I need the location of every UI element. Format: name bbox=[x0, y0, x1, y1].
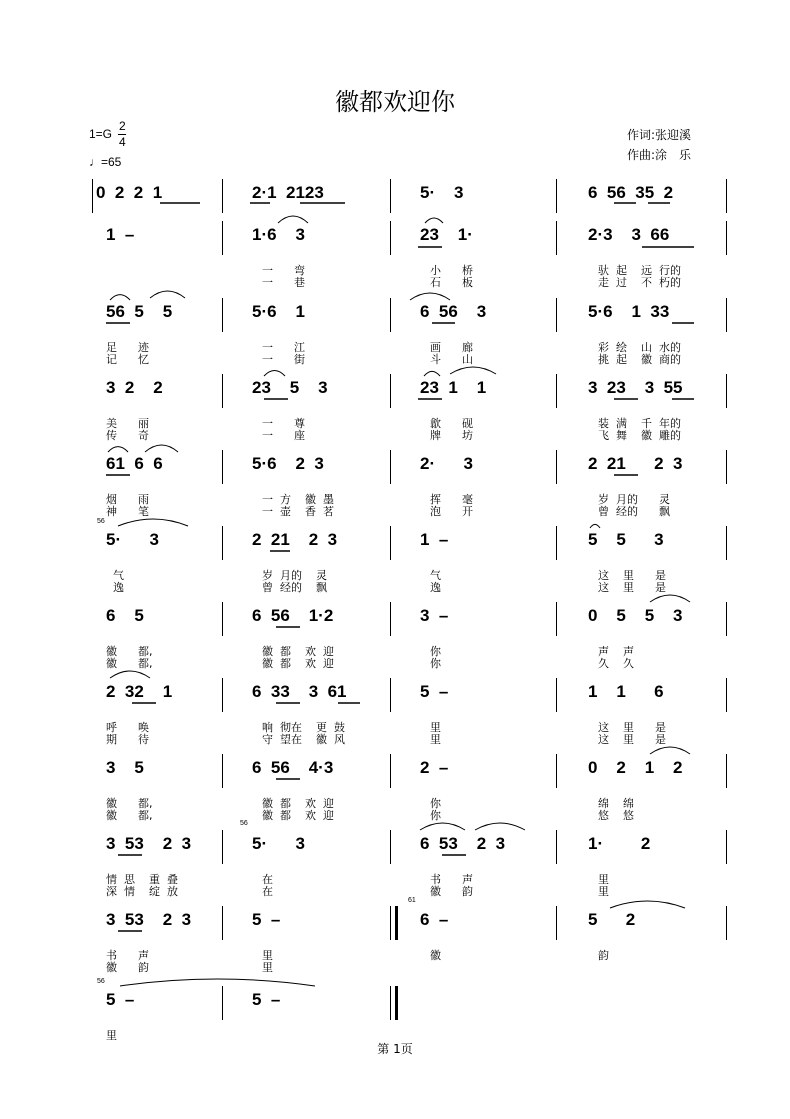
measure-notes: 5·6 2 3 bbox=[252, 454, 324, 473]
time-top: 2 bbox=[119, 119, 126, 133]
measure-notes: 5· 3 bbox=[420, 183, 464, 202]
measure-notes: 5 – bbox=[420, 682, 449, 701]
measure-notes: 1 1 6 bbox=[588, 682, 664, 701]
lyric-verse-1: 响 彻在 更 鼓 bbox=[262, 721, 345, 734]
measure-notes: 2 21 2 3 bbox=[252, 530, 338, 549]
slur bbox=[425, 218, 443, 223]
lyric-verse-2: 走 过 不 朽的 bbox=[598, 276, 681, 289]
measure-notes: 3 – bbox=[420, 606, 449, 625]
measure-notes: 2· 3 bbox=[420, 454, 473, 473]
slur bbox=[475, 823, 525, 830]
lyric-verse-1: 小 桥 bbox=[430, 264, 473, 277]
lyric-verse-1: 里 bbox=[430, 721, 441, 734]
lyric-verse-2: 徽 都 欢 迎 bbox=[262, 657, 334, 670]
lyric-verse-1: 岁 月的 灵 bbox=[598, 493, 670, 506]
slur bbox=[118, 519, 188, 526]
lyric-verse-2: 曾 经的 飘 bbox=[262, 581, 327, 594]
lyric-verse-1: 声 声 bbox=[598, 645, 634, 658]
lyric-verse-2: 期 待 bbox=[106, 733, 149, 746]
lyric-verse-1: 一 弯 bbox=[262, 264, 305, 277]
lyric-verse-1: 徽 bbox=[430, 949, 441, 962]
lyric-verse-2: 徽 韵 bbox=[106, 961, 149, 974]
slur bbox=[410, 293, 450, 300]
lyricist: 作词:张迎溪 bbox=[627, 128, 692, 142]
measure-notes: 5·6 1 33 bbox=[588, 302, 670, 321]
measure-notes: 2·3 3 66 bbox=[588, 225, 670, 244]
lyric-verse-1: 彩 绘 山 水的 bbox=[598, 341, 681, 354]
lyric-verse-1: 挥 毫 bbox=[430, 493, 473, 506]
measure-notes: 3 5 bbox=[106, 758, 144, 777]
lyric-verse-1: 画 廊 bbox=[430, 341, 473, 354]
measure-notes: 1 – bbox=[106, 225, 135, 244]
lyric-verse-1: 气 bbox=[430, 569, 441, 582]
lyric-verse-2: 一 壶 香 茗 bbox=[262, 505, 334, 518]
measure-notes: 5· 3 bbox=[106, 530, 159, 549]
measure-notes: 0 2 1 2 bbox=[588, 758, 683, 777]
lyric-verse-1: 徽 都, bbox=[106, 645, 153, 658]
measure-notes: 2 – bbox=[420, 758, 449, 777]
key-label: 1=G bbox=[89, 126, 113, 141]
slur bbox=[110, 671, 150, 678]
measure-notes: 5 5 3 bbox=[588, 530, 664, 549]
measure-notes: 23 1 1 bbox=[420, 378, 487, 397]
measure-notes: 5 2 bbox=[588, 910, 636, 929]
measure-notes: 6 56 4·3 bbox=[252, 758, 334, 777]
quarter-note-icon: ♩ bbox=[89, 155, 101, 169]
slur bbox=[450, 367, 496, 374]
measure-notes: 6 56 35 2 bbox=[588, 183, 674, 202]
lyric-verse-1: 情 思 重 叠 bbox=[106, 873, 178, 886]
lyric-verse-1: 你 bbox=[430, 645, 441, 658]
lyric-verse-2: 逸 bbox=[106, 581, 124, 594]
lyric-verse-2: 泡 开 bbox=[430, 505, 473, 518]
slur bbox=[150, 291, 185, 298]
lyric-verse-1: 美 丽 bbox=[106, 417, 149, 430]
slur bbox=[278, 216, 308, 223]
lyric-verse-1: 歙 砚 bbox=[430, 417, 473, 430]
slur bbox=[264, 371, 285, 377]
slur bbox=[110, 295, 130, 300]
lyric-verse-2: 徽 都, bbox=[106, 657, 153, 670]
lyric-verse-1: 这 里 是 bbox=[598, 721, 666, 734]
grace-note: 56 bbox=[240, 820, 248, 827]
lyric-verse-1: 徽 都 欢 迎 bbox=[262, 645, 334, 658]
lyric-verse-2: 悠 悠 bbox=[598, 809, 634, 822]
slur bbox=[650, 595, 690, 602]
measure-notes: 61 6 6 bbox=[106, 454, 163, 473]
lyric-verse-1: 气 bbox=[106, 569, 124, 582]
lyric-verse-1: 呼 唤 bbox=[106, 721, 149, 734]
lyric-verse-2: 挑 起 徽 商的 bbox=[598, 353, 681, 366]
tempo-value: =65 bbox=[101, 155, 122, 169]
lyric-verse-1: 足 迹 bbox=[106, 341, 149, 354]
lyric-verse-1: 徽 都, bbox=[106, 797, 153, 810]
measure-notes: 5·6 1 bbox=[252, 302, 305, 321]
measure-notes: 1· 2 bbox=[588, 834, 651, 853]
time-bottom: 4 bbox=[119, 135, 126, 150]
lyric-verse-2: 飞 舞 徽 雕的 bbox=[598, 429, 681, 442]
lyric-verse-1: 岁 月的 灵 bbox=[262, 569, 327, 582]
measure-notes: 3 23 3 55 bbox=[588, 378, 683, 397]
measure-notes: 2 21 2 3 bbox=[588, 454, 683, 473]
measure-notes: 23 5 3 bbox=[252, 378, 328, 397]
lyric-verse-1: 绵 绵 bbox=[598, 797, 634, 810]
lyric-verse-1: 书 声 bbox=[106, 949, 149, 962]
lyric-verse-1: 一 尊 bbox=[262, 417, 305, 430]
measure-notes: 2 32 1 bbox=[106, 682, 173, 701]
slur bbox=[108, 447, 128, 452]
measure-notes: 5 – bbox=[106, 990, 135, 1009]
measure-notes: 5 – bbox=[252, 910, 281, 929]
lyric-verse-2: 神 笔 bbox=[106, 505, 149, 518]
measure-notes: 1 – bbox=[420, 530, 449, 549]
lyric-verse-2: 斗 山 bbox=[430, 353, 473, 366]
lyric-verse-2: 徽 都, bbox=[106, 809, 153, 822]
lyric-verse-2: 一 街 bbox=[262, 353, 305, 366]
lyric-verse-1: 驮 起 远 行的 bbox=[598, 264, 681, 277]
lyric-verse-2: 徽 韵 bbox=[430, 885, 473, 898]
lyric-verse-1: 一 江 bbox=[262, 341, 305, 354]
lyric-verse-2: 曾 经的 飘 bbox=[598, 505, 670, 518]
grace-note: 56 bbox=[97, 518, 105, 525]
lyric-verse-1: 里 bbox=[262, 949, 273, 962]
slur bbox=[424, 371, 440, 376]
measure-notes: 3 2 2 bbox=[106, 378, 163, 397]
lyric-verse-2: 你 bbox=[430, 657, 441, 670]
lyric-verse-2: 你 bbox=[430, 809, 441, 822]
measure-notes: 0 2 2 1 bbox=[96, 183, 163, 202]
measure-notes: 5· 3 bbox=[252, 834, 305, 853]
grace-note: 61 bbox=[408, 897, 416, 904]
slur bbox=[420, 823, 465, 830]
measure-notes: 0 5 5 3 bbox=[588, 606, 683, 625]
grace-note: 56 bbox=[97, 978, 105, 985]
measure-notes: 6 56 3 bbox=[420, 302, 487, 321]
measure-notes: 6 56 1·2 bbox=[252, 606, 334, 625]
lyric-verse-2: 在 bbox=[262, 885, 273, 898]
lyric-verse-1: 你 bbox=[430, 797, 441, 810]
measure-notes: 6 5 bbox=[106, 606, 144, 625]
lyric-verse-1: 书 声 bbox=[430, 873, 473, 886]
lyric-verse-2: 里 bbox=[598, 885, 609, 898]
lyric-verse-2: 逸 bbox=[430, 581, 441, 594]
composer: 作曲:涂 乐 bbox=[627, 148, 692, 162]
lyric-verse-1: 里 bbox=[598, 873, 609, 886]
lyric-verse-2: 徽 都 欢 迎 bbox=[262, 809, 334, 822]
lyric-verse-1: 烟 雨 bbox=[106, 493, 149, 506]
measure-notes: 5 – bbox=[252, 990, 281, 1009]
page-number: 第 1页 bbox=[377, 1042, 413, 1056]
measure-notes: 6 53 2 3 bbox=[420, 834, 506, 853]
lyric-verse-2: 里 bbox=[262, 961, 273, 974]
lyric-verse-2: 传 奇 bbox=[106, 429, 149, 442]
measure-notes: 6 33 3 61 bbox=[252, 682, 347, 701]
slur bbox=[650, 747, 690, 754]
slur bbox=[590, 524, 600, 528]
lyric-verse-2: 一 座 bbox=[262, 429, 305, 442]
lyric-verse-2: 深 情 绽 放 bbox=[106, 885, 178, 898]
measure-notes: 6 – bbox=[420, 910, 449, 929]
lyric-verse-1: 里 bbox=[106, 1029, 117, 1042]
lyric-verse-1: 徽 都 欢 迎 bbox=[262, 797, 334, 810]
lyric-verse-2: 石 板 bbox=[430, 276, 473, 289]
lyric-verse-1: 这 里 是 bbox=[598, 569, 666, 582]
lyric-verse-2: 这 里 是 bbox=[598, 581, 666, 594]
lyric-verse-1: 韵 bbox=[598, 949, 609, 962]
lyric-verse-1: 在 bbox=[262, 873, 273, 886]
lyric-verse-2: 久 久 bbox=[598, 657, 634, 670]
lyric-verse-1: 装 满 千 年的 bbox=[598, 417, 681, 430]
measure-notes: 23 1· bbox=[420, 225, 473, 244]
lyric-verse-2: 一 巷 bbox=[262, 276, 305, 289]
lyric-verse-2: 这 里 是 bbox=[598, 733, 666, 746]
measure-notes: 3 53 2 3 bbox=[106, 910, 192, 929]
measure-notes: 2·1 2123 bbox=[252, 183, 324, 202]
song-title: 徽都欢迎你 bbox=[335, 88, 455, 116]
slur bbox=[145, 445, 178, 452]
slur bbox=[120, 979, 315, 986]
measure-notes: 3 53 2 3 bbox=[106, 834, 192, 853]
lyric-verse-2: 里 bbox=[430, 733, 441, 746]
measure-notes: 56 5 5 bbox=[106, 302, 173, 321]
lyric-verse-2: 牌 坊 bbox=[430, 429, 473, 442]
lyric-verse-2: 守 望在 徽 风 bbox=[262, 733, 345, 746]
measure-notes: 1·6 3 bbox=[252, 225, 305, 244]
lyric-verse-1: 一 方 徽 墨 bbox=[262, 493, 334, 506]
lyric-verse-2: 记 忆 bbox=[106, 353, 149, 366]
slur bbox=[610, 901, 685, 908]
